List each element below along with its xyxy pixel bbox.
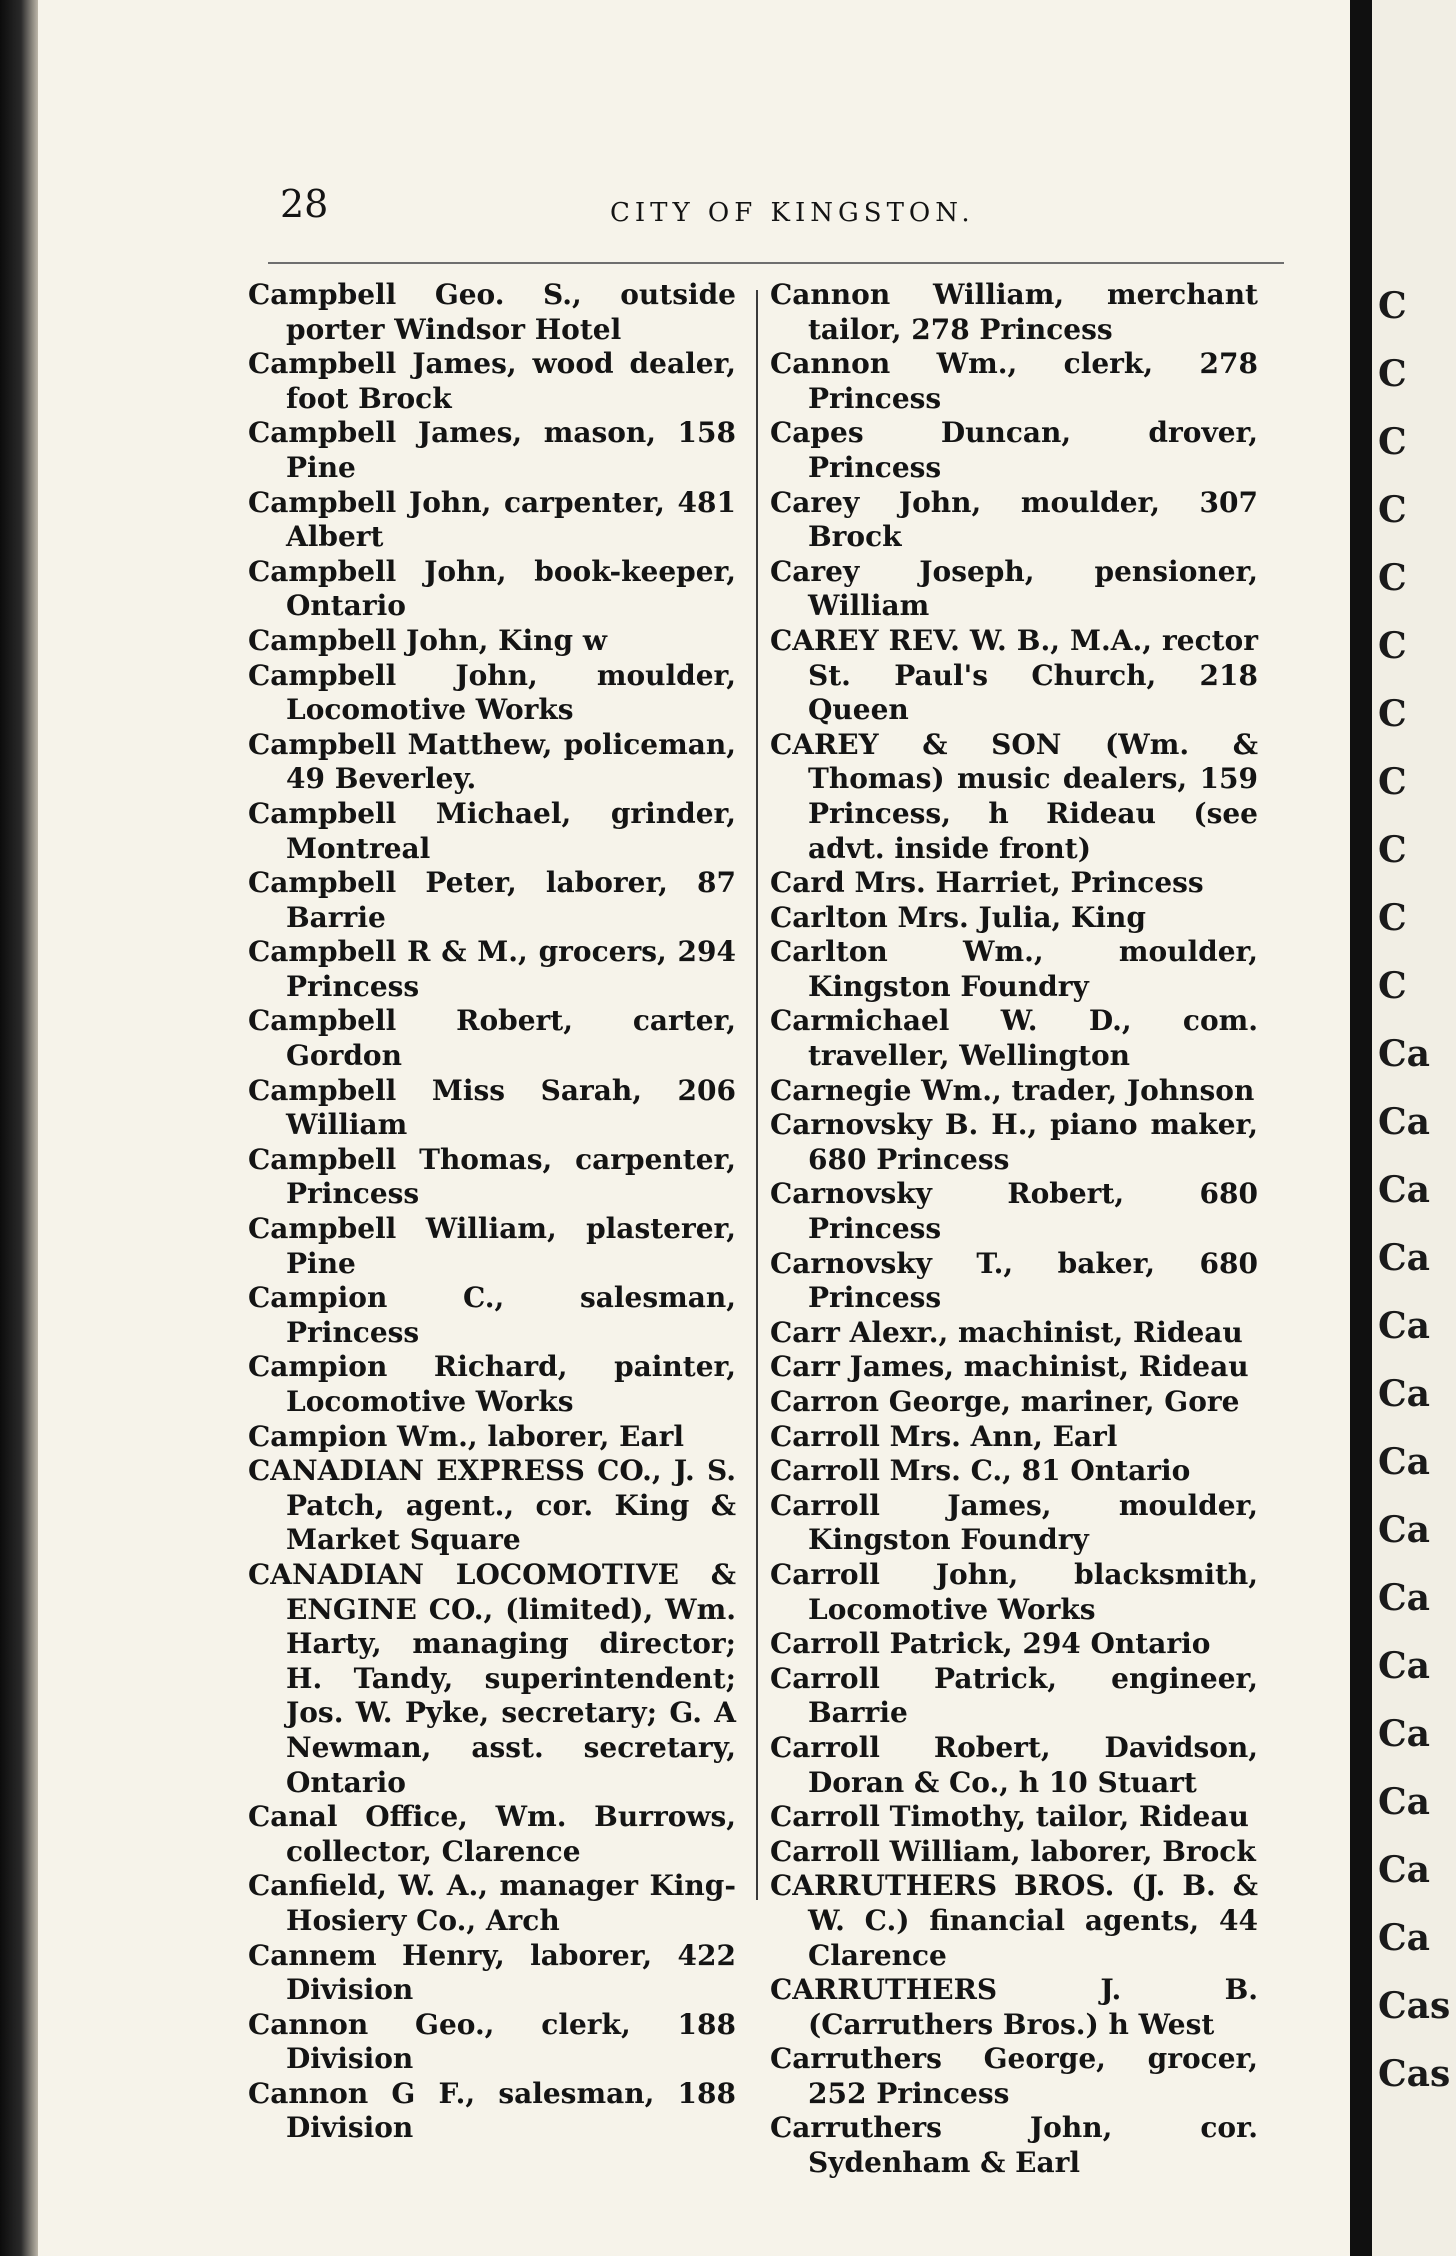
directory-entry: Campbell James, wood dealer, foot Brock (248, 347, 736, 415)
directory-entry: Carr Alexr., machinist, Rideau (770, 1315, 1243, 1349)
next-page-fragment: C (1378, 285, 1407, 327)
directory-entry: Card Mrs. Harriet, Princess (770, 866, 1204, 900)
next-page-fragment: Ca (1378, 1917, 1430, 1959)
next-page-fragment: C (1378, 693, 1407, 735)
directory-entry: Cannon Geo., clerk, 188 Division (248, 2007, 736, 2076)
directory-entry: Cannon Wm., clerk, 278 Princess (770, 347, 1258, 415)
next-page-fragment: C (1378, 761, 1407, 803)
next-page-fragment: Cas (1378, 1985, 1451, 2027)
next-page-fragment: Ca (1378, 1033, 1430, 1075)
directory-entry: Carroll James, moulder, Kingston Foundry (770, 1488, 1258, 1557)
next-page-fragment: Ca (1378, 1169, 1430, 1211)
directory-entry: Capes Duncan, drover, Princess (770, 416, 1258, 484)
next-page-fragment: Ca (1378, 1305, 1430, 1347)
directory-entry: Carron George, mariner, Gore (770, 1385, 1240, 1418)
left-column (248, 278, 736, 2146)
directory-entry: Carroll Timothy, tailor, Rideau (770, 1800, 1249, 1834)
directory-entry: Carruthers George, grocer, 252 Princess (770, 2042, 1258, 2110)
directory-entry: Carey Joseph, pensioner, William (770, 554, 1258, 623)
directory-entry: Campbell John, King w (248, 623, 607, 657)
directory-entry: Campbell John, book-keeper, Ontario (248, 554, 736, 623)
directory-entry: Campbell Miss Sarah, 206 William (248, 1073, 736, 1142)
directory-entry: Carroll Patrick, engineer, Barrie (770, 1661, 1258, 1730)
directory-entry: Campbell R & M., grocers, 294 Princess (248, 935, 736, 1003)
next-page-fragment: Ca (1378, 1781, 1430, 1823)
directory-entry: CARRUTHERS BROS. (J. B. & W. C.) financial agents, 44 Clarence (770, 1869, 1258, 1972)
next-page-fragment: C (1378, 421, 1407, 463)
next-page-fragment: C (1378, 557, 1407, 599)
next-page-fragment: Ca (1378, 1441, 1430, 1483)
directory-entry: Carnovsky Robert, 680 Princess (770, 1177, 1258, 1246)
page-number: 28 (280, 182, 329, 226)
directory-entry: Carlton Wm., moulder, Kingston Foundry (770, 935, 1258, 1003)
directory-entry: Cannem Henry, laborer, 422 Division (248, 1938, 736, 2007)
directory-entry: Carroll John, blacksmith, Locomotive Works (770, 1557, 1258, 1626)
directory-entry: Carruthers John, cor. Sydenham & Earl (770, 2111, 1258, 2180)
directory-entry: Canal Office, Wm. Burrows, collector, Clarence (248, 1800, 736, 1868)
directory-entry: Carey John, moulder, 307 Brock (770, 485, 1258, 554)
directory-entry: Carnovsky B. H., piano maker, 680 Princess (770, 1108, 1258, 1176)
next-page-fragment: Ca (1378, 1509, 1430, 1551)
next-page-fragment: Cas (1378, 2053, 1451, 2095)
directory-entry: Carroll Patrick, 294 Ontario (770, 1627, 1211, 1661)
book-gutter (1350, 0, 1372, 2256)
adjacent-page-edge (1372, 0, 1456, 2256)
directory-entry: Cannon William, merchant tailor, 278 Princess (770, 278, 1258, 346)
directory-entry: Carnovsky T., baker, 680 Princess (770, 1246, 1258, 1315)
directory-entry: CAREY REV. W. B., M.A., rector St. Paul's Church, 218 Queen (770, 623, 1258, 727)
directory-entry: Carroll William, laborer, Brock (770, 1834, 1256, 1868)
next-page-fragment: Ca (1378, 1101, 1430, 1143)
next-page-fragment: Ca (1378, 1577, 1430, 1619)
directory-entry: Campbell Robert, carter, Gordon (248, 1004, 736, 1073)
book-binding-left (0, 0, 38, 2256)
directory-entry: CANADIAN LOCOMOTIVE & ENGINE CO., (limited), Wm. Harty, managing director; H. Tandy, superintendent; Jos. W. Pyke, secretary; G. A Newman, asst. secretary, Ontario (248, 1557, 736, 1799)
right-column (770, 278, 1258, 2181)
directory-entry: Campbell John, carpenter, 481 Albert (248, 485, 736, 554)
directory-entry: Carnegie Wm., trader, Johnson (770, 1073, 1255, 1107)
directory-entry: Campion Richard, painter, Locomotive Works (248, 1350, 736, 1418)
directory-entry: Carroll Mrs. Ann, Earl (770, 1419, 1118, 1453)
directory-entry: Carroll Mrs. C., 81 Ontario (770, 1454, 1191, 1488)
directory-entry: CANADIAN EXPRESS CO., J. S. Patch, agent., cor. King & Market Square (248, 1454, 736, 1557)
directory-entry: Campbell John, moulder, Locomotive Works (248, 658, 736, 727)
directory-entry: Carr James, machinist, Rideau (770, 1350, 1249, 1384)
page-header (280, 182, 1290, 242)
next-page-fragment: C (1378, 897, 1407, 939)
directory-entry: Campbell Thomas, carpenter, Princess (248, 1142, 736, 1211)
next-page-fragment: C (1378, 965, 1407, 1007)
header-rule (268, 262, 1284, 264)
directory-entry: Carroll Robert, Davidson, Doran & Co., h 10 Stuart (770, 1730, 1258, 1799)
next-page-fragment: Ca (1378, 1237, 1430, 1279)
directory-entry: Campbell William, plasterer, Pine (248, 1212, 736, 1280)
directory-entry: Campbell Peter, laborer, 87 Barrie (248, 866, 736, 934)
directory-entry: Canfield, W. A., manager King-Hosiery Co., Arch (248, 1869, 736, 1937)
column-divider (756, 290, 758, 1900)
next-page-fragment: C (1378, 353, 1407, 395)
directory-entry: Carmichael W. D., com. traveller, Wellington (770, 1004, 1258, 1073)
directory-entry: Campion C., salesman, Princess (248, 1281, 736, 1349)
directory-entry: Cannon G F., salesman, 188 Division (248, 2076, 736, 2145)
directory-entry: CARRUTHERS J. B. (Carruthers Bros.) h West (770, 1973, 1258, 2041)
directory-entry: Campbell Matthew, policeman, 49 Beverley. (248, 727, 736, 796)
next-page-fragment: Ca (1378, 1849, 1430, 1891)
directory-entry: CAREY & SON (Wm. & Thomas) music dealers, 159 Princess, h Rideau (see advt. inside front) (770, 727, 1258, 865)
next-page-fragment: Ca (1378, 1713, 1430, 1755)
directory-entry: Campbell Geo. S., outside porter Windsor Hotel (248, 278, 736, 346)
next-page-fragment: Ca (1378, 1373, 1430, 1415)
directory-entry: Carlton Mrs. Julia, King (770, 900, 1146, 934)
directory-entry: Campbell Michael, grinder, Montreal (248, 796, 736, 865)
directory-entry: Campbell James, mason, 158 Pine (248, 416, 736, 484)
directory-entry: Campion Wm., laborer, Earl (248, 1419, 685, 1453)
next-page-fragment: Ca (1378, 1645, 1430, 1687)
next-page-fragment: C (1378, 829, 1407, 871)
running-title: CITY OF KINGSTON. (610, 198, 975, 228)
next-page-fragment: C (1378, 625, 1407, 667)
next-page-fragment: C (1378, 489, 1407, 531)
